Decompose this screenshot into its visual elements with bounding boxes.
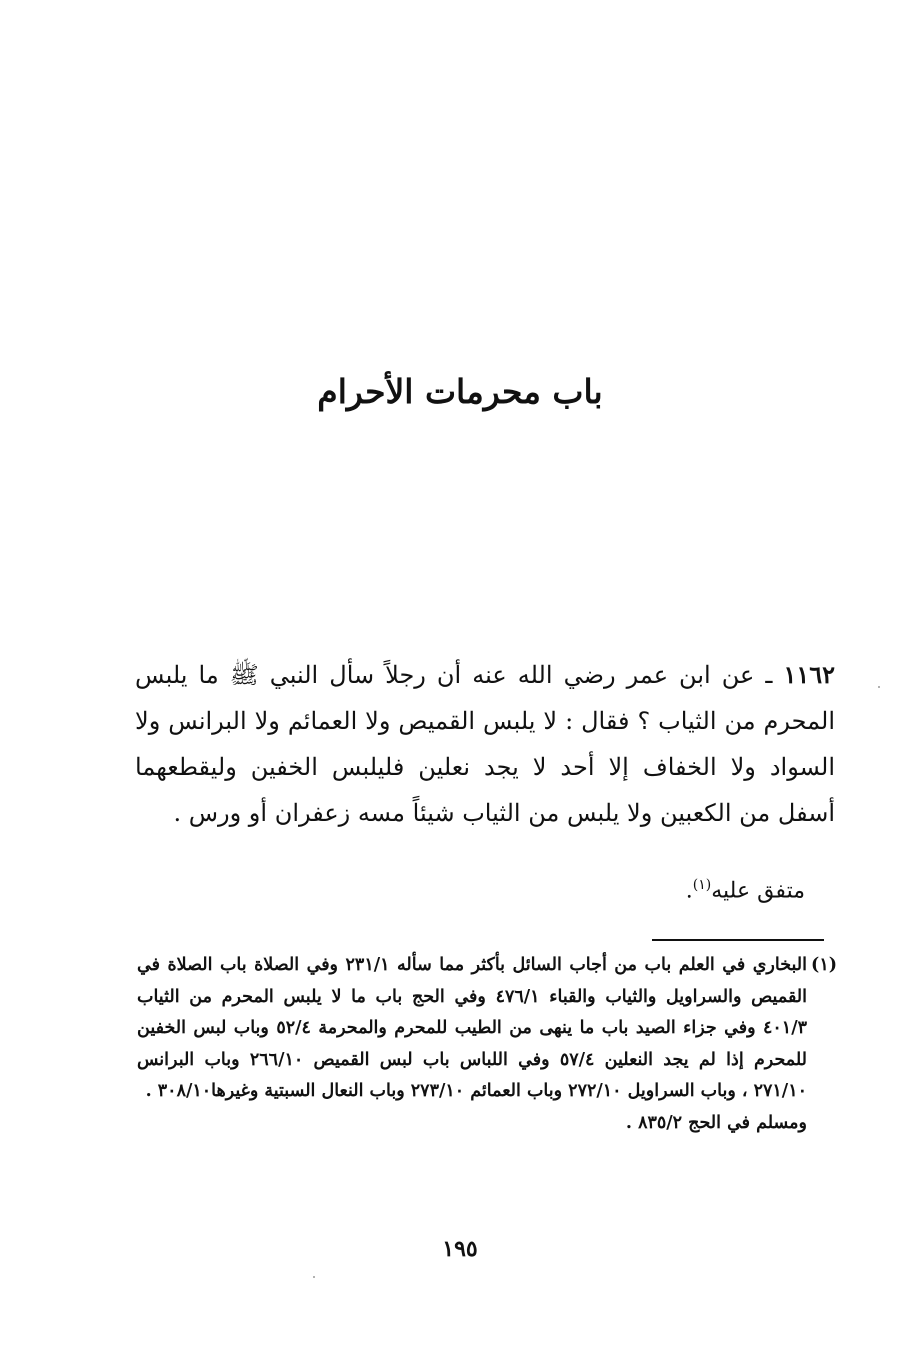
hadith-paragraph <box>135 652 835 836</box>
hadith-source <box>135 868 805 908</box>
page-number: ١٩٥ <box>442 1236 478 1262</box>
footnote-marker: (١) <box>811 955 837 975</box>
footnote-text: البخاري في العلم باب من أجاب السائل بأكثر مما سأله ٢٣١/١ وفي الصلاة باب الصلاة في القميص والسراويل والثياب والقباء ٤٧٦/١ وفي الحج باب ما لا يلبس المحرم من الثياب ٤٠١/٣ وفي جزاء الصيد باب ما ينهى من الطيب للمحرم والمحرمة ٥٢/٤ وباب لبس الخفين للمحرم إذا لم يجد النعلين ٥٧/٤ وفي اللباس باب لبس القميص ٢٦٦/١٠ وباب البرانس ٢٧١/١٠ ، وباب السراويل ٢٧٢/١٠ وباب العمائم ٢٧٣/١٠ وباب النعال السبتية وغيرها٣٠٨/١٠ . <box>137 955 808 1101</box>
scan-speck <box>313 1276 315 1278</box>
hadith-separator: ـ <box>754 661 784 689</box>
source-end: . <box>685 878 693 904</box>
chapter-title: باب محرمات الأحرام <box>317 372 603 411</box>
footnotes <box>137 950 837 1139</box>
footnote-continuation: ومسلم في الحج ٨٣٥/٢ . <box>625 1112 807 1133</box>
footnote-divider <box>652 939 824 941</box>
footnote-reference: (١) <box>692 877 712 893</box>
hadith-number: ١١٦٢ <box>783 660 835 689</box>
hadith-text: عن ابن عمر رضي الله عنه أن رجلاً سأل النبي ﷺ ما يلبس المحرم من الثياب ؟ فقال : لا يلبس القميص ولا العمائم ولا البرانس ولا السواد ولا الخفاف إلا أحد لا يجد نعلين فليلبس الخفين وليقطعهما أسفل من الكعبين ولا يلبس من الثياب شيئاً مسه زعفران أو ورس . <box>135 661 836 827</box>
scan-speck <box>878 686 880 688</box>
footnote-item <box>137 950 837 1108</box>
source-text: متفق عليه <box>711 878 805 904</box>
